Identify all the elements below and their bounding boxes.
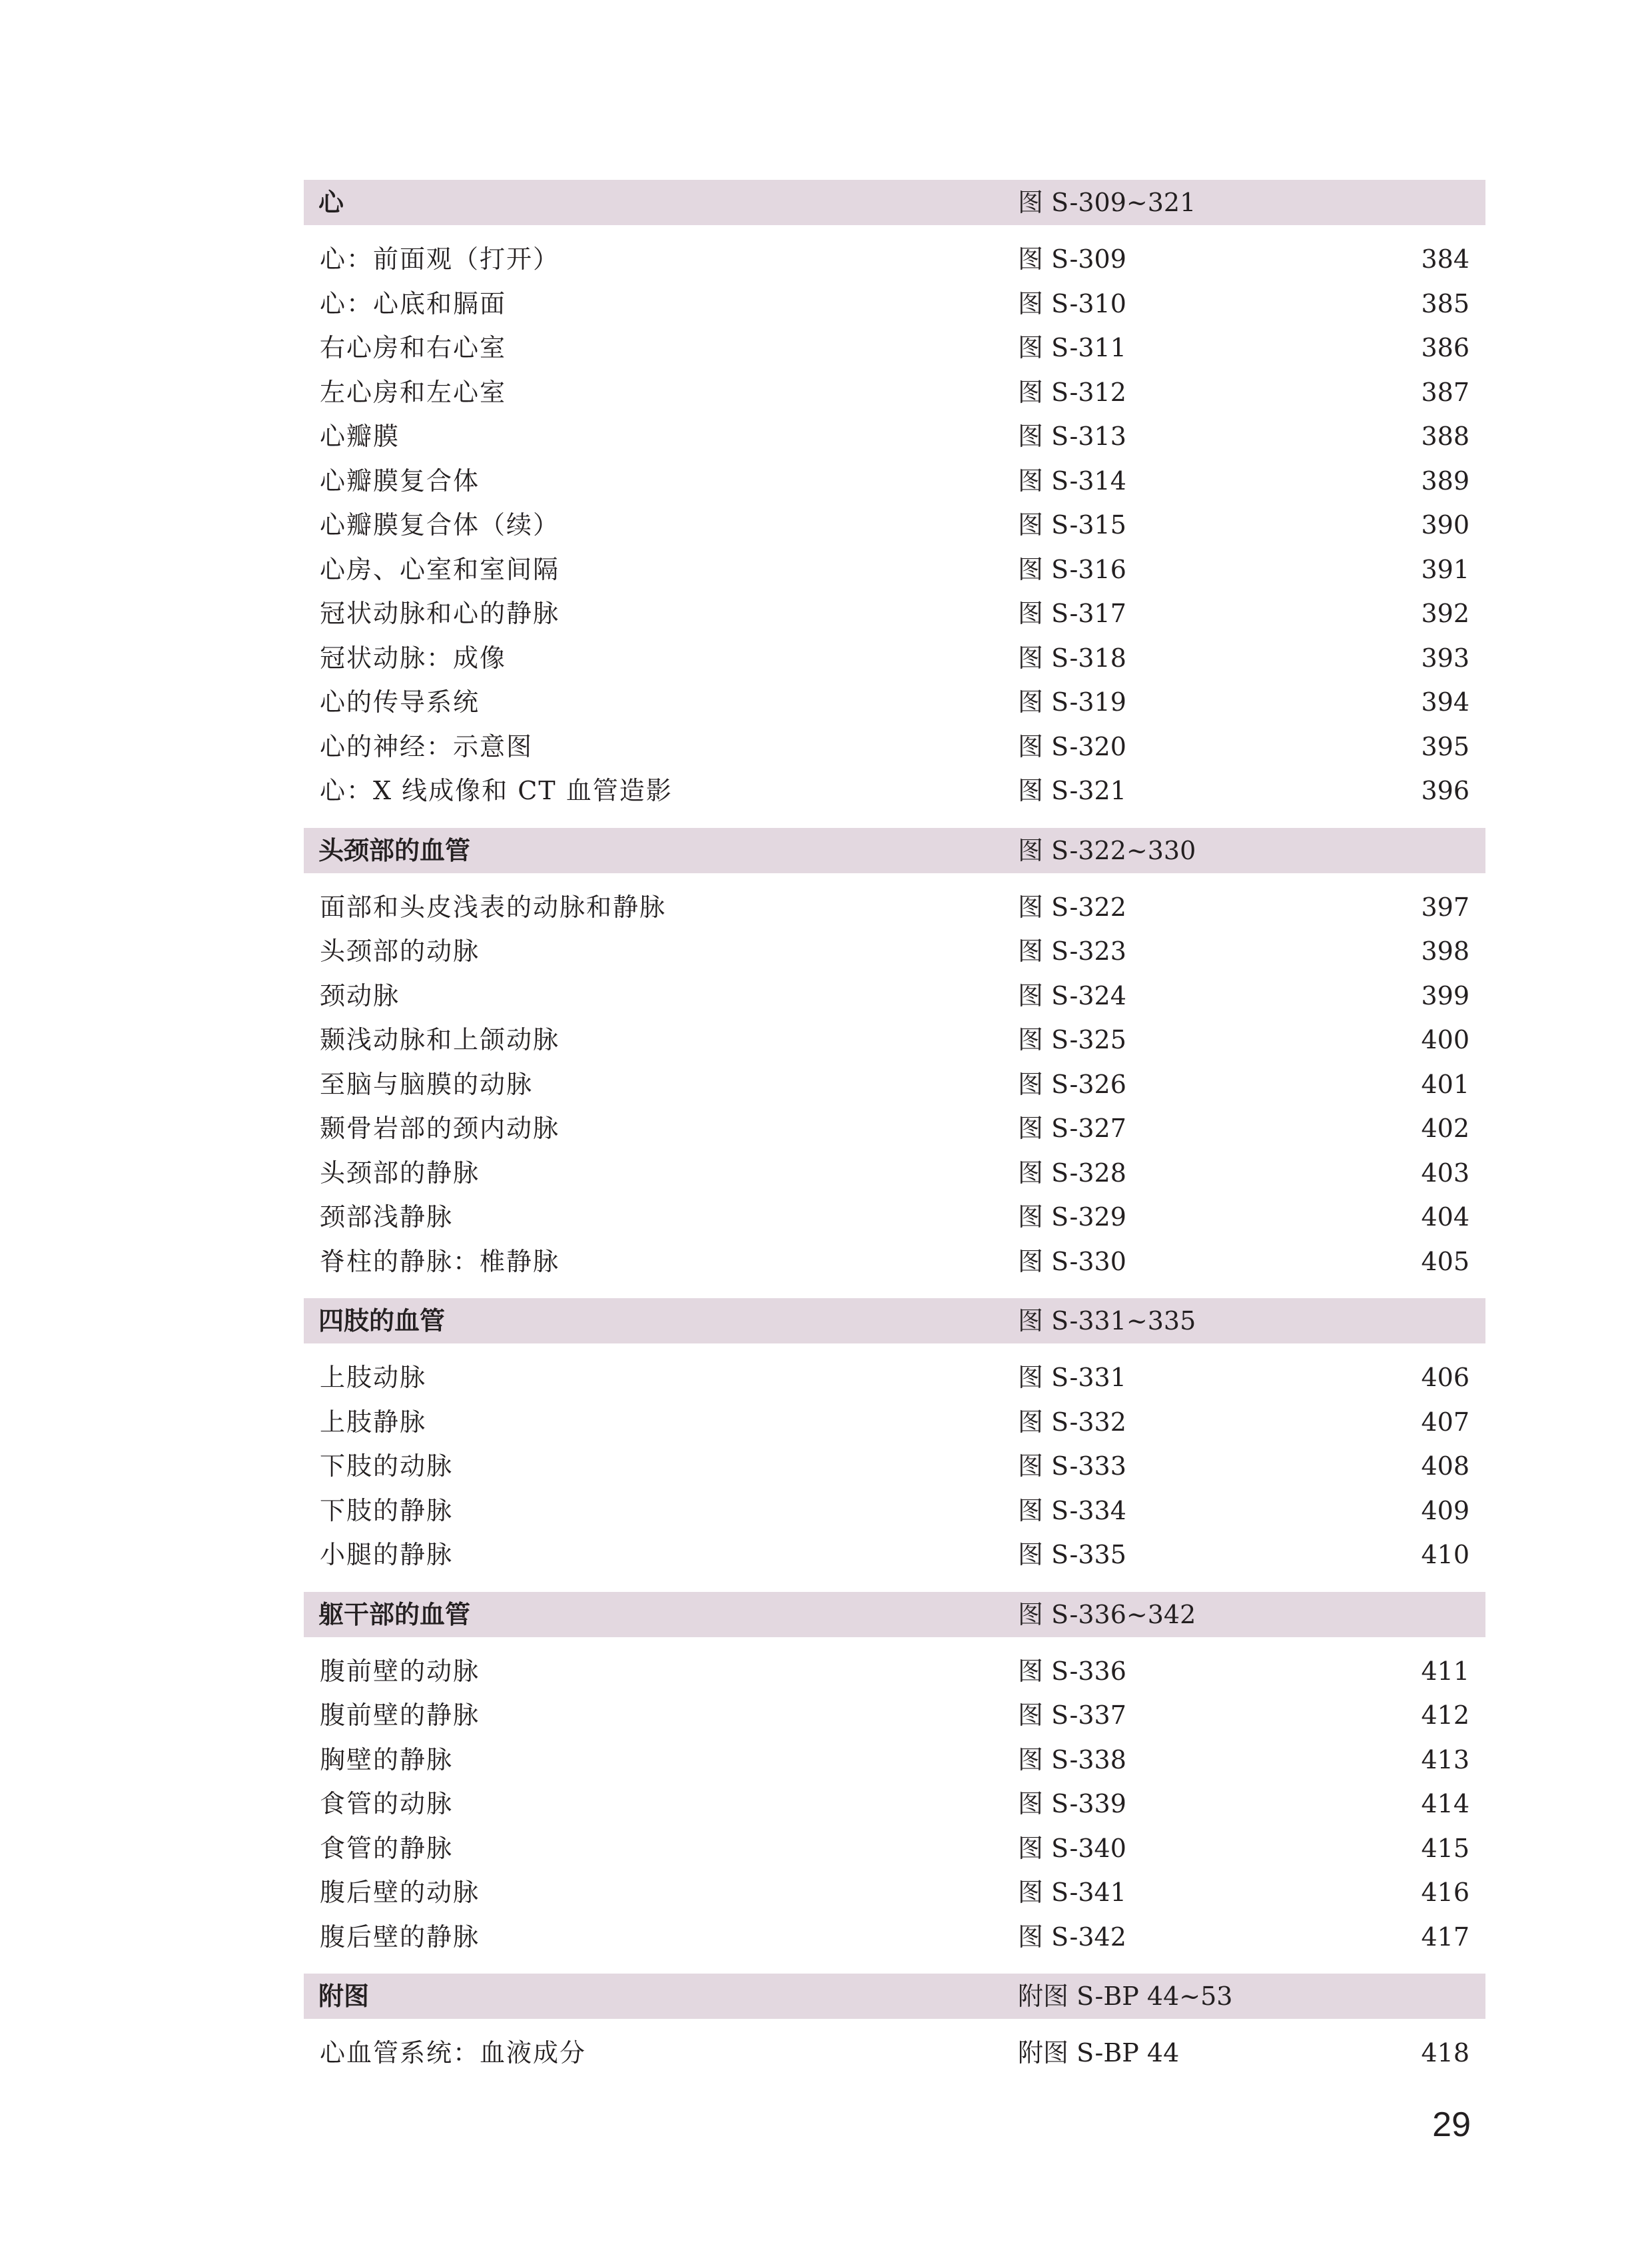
entry-page: 415 (1421, 1833, 1469, 1863)
entry-title: 心的神经：示意图 (320, 731, 534, 761)
section-title: 附图 (318, 1982, 370, 2011)
toc-entry[interactable] (304, 1195, 1485, 1240)
entry-figure: 图 S-332 (1018, 1407, 1126, 1437)
entry-page: 408 (1421, 1451, 1469, 1481)
entry-title: 冠状动脉和心的静脉 (320, 599, 560, 628)
toc-entry[interactable] (304, 1738, 1485, 1782)
entry-figure: 图 S-342 (1018, 1922, 1126, 1952)
entry-figure: 图 S-314 (1018, 466, 1126, 496)
entry-figure: 图 S-311 (1018, 333, 1126, 362)
entry-page: 399 (1421, 980, 1469, 1010)
entry-page: 406 (1421, 1363, 1469, 1392)
entry-figure: 图 S-321 (1018, 776, 1126, 805)
entry-page: 410 (1421, 1540, 1469, 1569)
toc-entry[interactable] (304, 591, 1485, 636)
entry-figure: 图 S-310 (1018, 288, 1126, 318)
entry-title: 心瓣膜复合体（续） (320, 510, 560, 540)
entry-title: 腹前壁的动脉 (320, 1656, 480, 1686)
toc-entry[interactable] (304, 1151, 1485, 1196)
toc-entry[interactable] (304, 370, 1485, 415)
entry-figure: 图 S-312 (1018, 377, 1126, 407)
toc-entry[interactable] (304, 503, 1485, 548)
entry-title: 面部和头皮浅表的动脉和静脉 (320, 892, 667, 922)
section-figure-range: 图 S-322~330 (1018, 835, 1196, 865)
toc-entry[interactable] (304, 974, 1485, 1018)
entry-title: 腹后壁的动脉 (320, 1878, 480, 1907)
entry-figure: 图 S-340 (1018, 1833, 1126, 1863)
entry-figure: 附图 S-BP 44 (1018, 2038, 1180, 2067)
entry-title: 食管的动脉 (320, 1789, 454, 1818)
entry-page: 418 (1421, 2038, 1469, 2067)
entry-page: 394 (1421, 687, 1469, 717)
toc-entry[interactable] (304, 414, 1485, 459)
entry-page: 397 (1421, 892, 1469, 922)
entry-title: 颈动脉 (320, 980, 400, 1010)
entry-page: 404 (1421, 1202, 1469, 1232)
toc-entry[interactable] (304, 1062, 1485, 1107)
entry-page: 407 (1421, 1407, 1469, 1437)
toc-entry[interactable] (304, 929, 1485, 974)
entry-page: 396 (1421, 776, 1469, 805)
entry-title: 心的传导系统 (320, 687, 480, 717)
entry-title: 小腿的静脉 (320, 1540, 454, 1569)
entry-title: 下肢的静脉 (320, 1495, 454, 1525)
section-title: 心 (318, 188, 344, 217)
entry-figure: 图 S-315 (1018, 510, 1126, 540)
entry-title: 心瓣膜复合体 (320, 466, 480, 496)
entry-figure: 图 S-320 (1018, 731, 1126, 761)
entry-title: 腹前壁的静脉 (320, 1700, 480, 1730)
toc-entry[interactable] (304, 1782, 1485, 1826)
toc-entry[interactable] (304, 885, 1485, 930)
entry-page: 386 (1421, 333, 1469, 362)
entry-figure: 图 S-316 (1018, 554, 1126, 584)
table-of-contents (304, 180, 1485, 2090)
entry-figure: 图 S-324 (1018, 980, 1126, 1010)
section-header (304, 1592, 1485, 1637)
section-header (304, 828, 1485, 873)
entry-figure: 图 S-318 (1018, 643, 1126, 673)
entry-figure: 图 S-339 (1018, 1789, 1126, 1818)
entry-figure: 图 S-333 (1018, 1451, 1126, 1481)
entry-title: 上肢动脉 (320, 1363, 427, 1392)
toc-entry[interactable] (304, 1489, 1485, 1533)
toc-entry[interactable] (304, 1533, 1485, 1577)
toc-entry[interactable] (304, 1915, 1485, 1960)
entry-figure: 图 S-323 (1018, 936, 1126, 966)
entry-title: 头颈部的动脉 (320, 936, 480, 966)
entry-page: 411 (1421, 1656, 1469, 1686)
entry-title: 右心房和右心室 (320, 333, 507, 362)
section-figure-range: 图 S-331~335 (1018, 1306, 1196, 1335)
toc-entry[interactable] (304, 1826, 1485, 1871)
entry-page: 384 (1421, 244, 1469, 274)
toc-entry[interactable] (304, 1018, 1485, 1062)
entry-title: 腹后壁的静脉 (320, 1922, 480, 1952)
toc-entry[interactable] (304, 1400, 1485, 1445)
toc-section (304, 1974, 1485, 2075)
page-number: 29 (1432, 2105, 1471, 2144)
entry-title: 脊柱的静脉：椎静脉 (320, 1246, 560, 1276)
section-header (304, 1974, 1485, 2019)
entry-page: 387 (1421, 377, 1469, 407)
toc-entry[interactable] (304, 725, 1485, 769)
entry-title: 心：X 线成像和 CT 血管造影 (320, 776, 673, 805)
entry-title: 胸壁的静脉 (320, 1744, 454, 1774)
toc-entry[interactable] (304, 2031, 1485, 2075)
entry-page: 398 (1421, 936, 1469, 966)
entry-page: 403 (1421, 1158, 1469, 1188)
entry-title: 左心房和左心室 (320, 377, 507, 407)
toc-entry[interactable] (304, 1649, 1485, 1694)
entry-page: 389 (1421, 466, 1469, 496)
toc-section (304, 180, 1485, 813)
toc-entry[interactable] (304, 548, 1485, 592)
entry-page: 409 (1421, 1495, 1469, 1525)
entry-page: 390 (1421, 510, 1469, 540)
toc-entry[interactable] (304, 1355, 1485, 1400)
toc-entry[interactable] (304, 1106, 1485, 1151)
entry-title: 颞骨岩部的颈内动脉 (320, 1114, 560, 1143)
toc-section (304, 1592, 1485, 1960)
toc-entry[interactable] (304, 282, 1485, 326)
entry-page: 405 (1421, 1246, 1469, 1276)
section-title: 头颈部的血管 (318, 835, 471, 865)
entry-page: 400 (1421, 1025, 1469, 1054)
toc-entry[interactable] (304, 769, 1485, 813)
entry-page: 402 (1421, 1114, 1469, 1143)
toc-section (304, 828, 1485, 1284)
entry-title: 上肢静脉 (320, 1407, 427, 1437)
entry-figure: 图 S-309 (1018, 244, 1126, 274)
section-figure-range: 图 S-309~321 (1018, 188, 1196, 217)
entry-page: 388 (1421, 422, 1469, 451)
entry-figure: 图 S-337 (1018, 1700, 1126, 1730)
entry-figure: 图 S-317 (1018, 599, 1126, 628)
entry-figure: 图 S-313 (1018, 422, 1126, 451)
entry-page: 412 (1421, 1700, 1469, 1730)
toc-entry[interactable] (304, 636, 1485, 681)
toc-entry[interactable] (304, 237, 1485, 282)
entry-page: 391 (1421, 554, 1469, 584)
entry-title: 心：前面观（打开） (320, 244, 560, 274)
entry-figure: 图 S-327 (1018, 1114, 1126, 1143)
entry-figure: 图 S-334 (1018, 1495, 1126, 1525)
entry-figure: 图 S-338 (1018, 1744, 1126, 1774)
entry-figure: 图 S-328 (1018, 1158, 1126, 1188)
entry-title: 心瓣膜 (320, 422, 400, 451)
entry-figure: 图 S-336 (1018, 1656, 1126, 1686)
section-figure-range: 附图 S-BP 44~53 (1018, 1982, 1233, 2011)
toc-entry[interactable] (304, 326, 1485, 370)
entry-figure: 图 S-329 (1018, 1202, 1126, 1232)
toc-entry[interactable] (304, 1870, 1485, 1915)
entry-title: 食管的静脉 (320, 1833, 454, 1863)
toc-entry[interactable] (304, 1240, 1485, 1284)
entry-title: 颈部浅静脉 (320, 1202, 454, 1232)
section-title: 四肢的血管 (318, 1306, 446, 1335)
entry-title: 心房、心室和室间隔 (320, 554, 560, 584)
entry-page: 414 (1421, 1789, 1469, 1818)
entry-title: 心：心底和膈面 (320, 288, 507, 318)
entry-page: 416 (1421, 1878, 1469, 1907)
entry-title: 颞浅动脉和上颌动脉 (320, 1025, 560, 1054)
entry-title: 下肢的动脉 (320, 1451, 454, 1481)
entry-page: 401 (1421, 1069, 1469, 1099)
entry-figure: 图 S-322 (1018, 892, 1126, 922)
entry-figure: 图 S-331 (1018, 1363, 1126, 1392)
section-header (304, 1298, 1485, 1343)
entry-page: 385 (1421, 288, 1469, 318)
entry-page: 392 (1421, 599, 1469, 628)
entry-figure: 图 S-330 (1018, 1246, 1126, 1276)
toc-entry[interactable] (304, 459, 1485, 504)
entry-figure: 图 S-319 (1018, 687, 1126, 717)
entry-title: 头颈部的静脉 (320, 1158, 480, 1188)
entry-title: 至脑与脑膜的动脉 (320, 1069, 534, 1099)
section-header (304, 180, 1485, 225)
entry-figure: 图 S-341 (1018, 1878, 1126, 1907)
entry-page: 395 (1421, 731, 1469, 761)
toc-entry[interactable] (304, 1444, 1485, 1489)
section-figure-range: 图 S-336~342 (1018, 1599, 1196, 1629)
entry-title: 心血管系统：血液成分 (320, 2038, 587, 2067)
entry-page: 413 (1421, 1744, 1469, 1774)
entry-figure: 图 S-325 (1018, 1025, 1126, 1054)
entry-figure: 图 S-335 (1018, 1540, 1126, 1569)
entry-page: 393 (1421, 643, 1469, 673)
entry-page: 417 (1421, 1922, 1469, 1952)
entry-title: 冠状动脉：成像 (320, 643, 507, 673)
section-title: 躯干部的血管 (318, 1599, 471, 1629)
toc-entry[interactable] (304, 680, 1485, 725)
toc-section (304, 1298, 1485, 1577)
entry-figure: 图 S-326 (1018, 1069, 1126, 1099)
toc-entry[interactable] (304, 1693, 1485, 1738)
